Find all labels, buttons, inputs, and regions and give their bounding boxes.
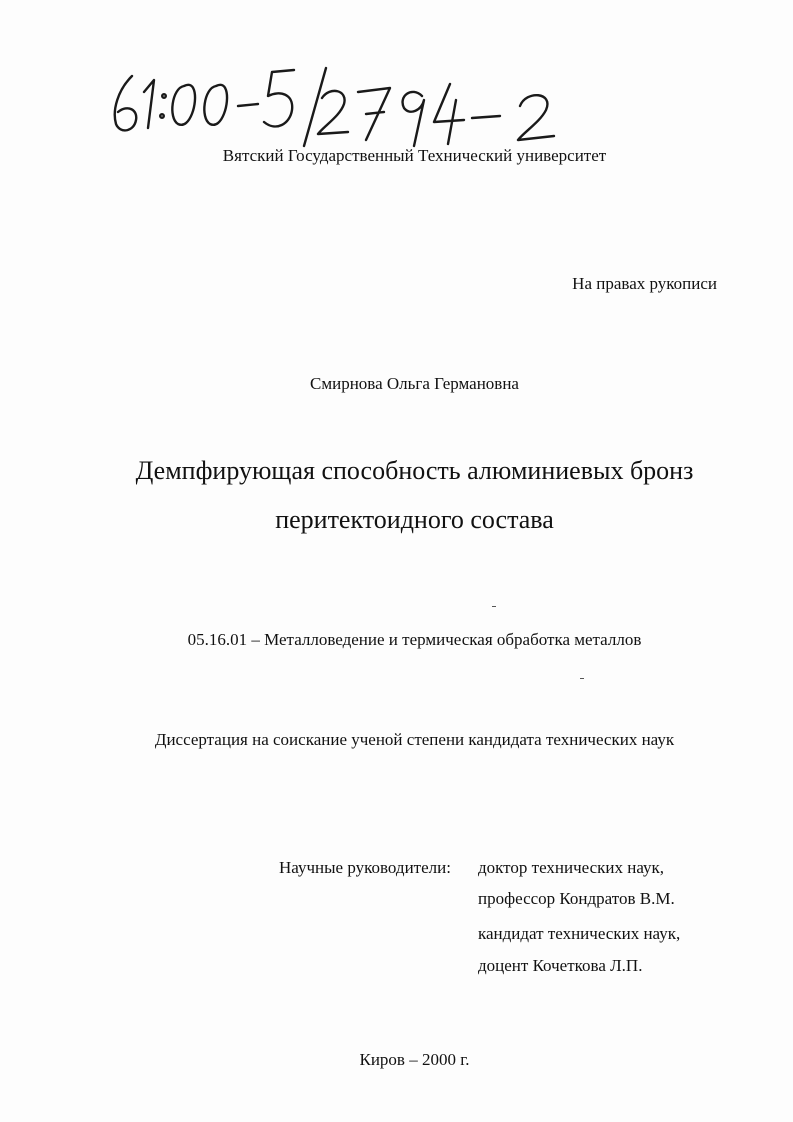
- scan-speck: [580, 678, 584, 679]
- author-name: Смирнова Ольга Германовна: [310, 374, 519, 393]
- supervisor-line: доцент Кочеткова Л.П.: [478, 956, 643, 975]
- supervisor-line: профессор Кондратов В.М.: [478, 889, 675, 908]
- dissertation-degree: Диссертация на соискание ученой степени кандидата технических наук: [154, 730, 675, 749]
- supervisor-line: кандидат технических наук,: [478, 924, 681, 943]
- city-year: Киров – 2000 г.: [359, 1050, 470, 1069]
- university-name: Вятский Государственный Технический университет: [222, 146, 607, 165]
- dissertation-title-line-2: перитектоидного состава: [275, 505, 554, 534]
- scan-speck: [492, 606, 496, 607]
- handwritten-catalog-number: [108, 62, 568, 154]
- supervisors-label: Научные руководители:: [279, 858, 451, 877]
- manuscript-rights-note: На правах рукописи: [572, 274, 717, 293]
- handwritten-number-drawing: [108, 62, 568, 154]
- dissertation-title-line-1: Демпфирующая способность алюминиевых бронз: [135, 456, 694, 485]
- supervisor-line: доктор технических наук,: [478, 858, 665, 877]
- specialty-code: 05.16.01 – Металловедение и термическая обработка металлов: [187, 630, 642, 649]
